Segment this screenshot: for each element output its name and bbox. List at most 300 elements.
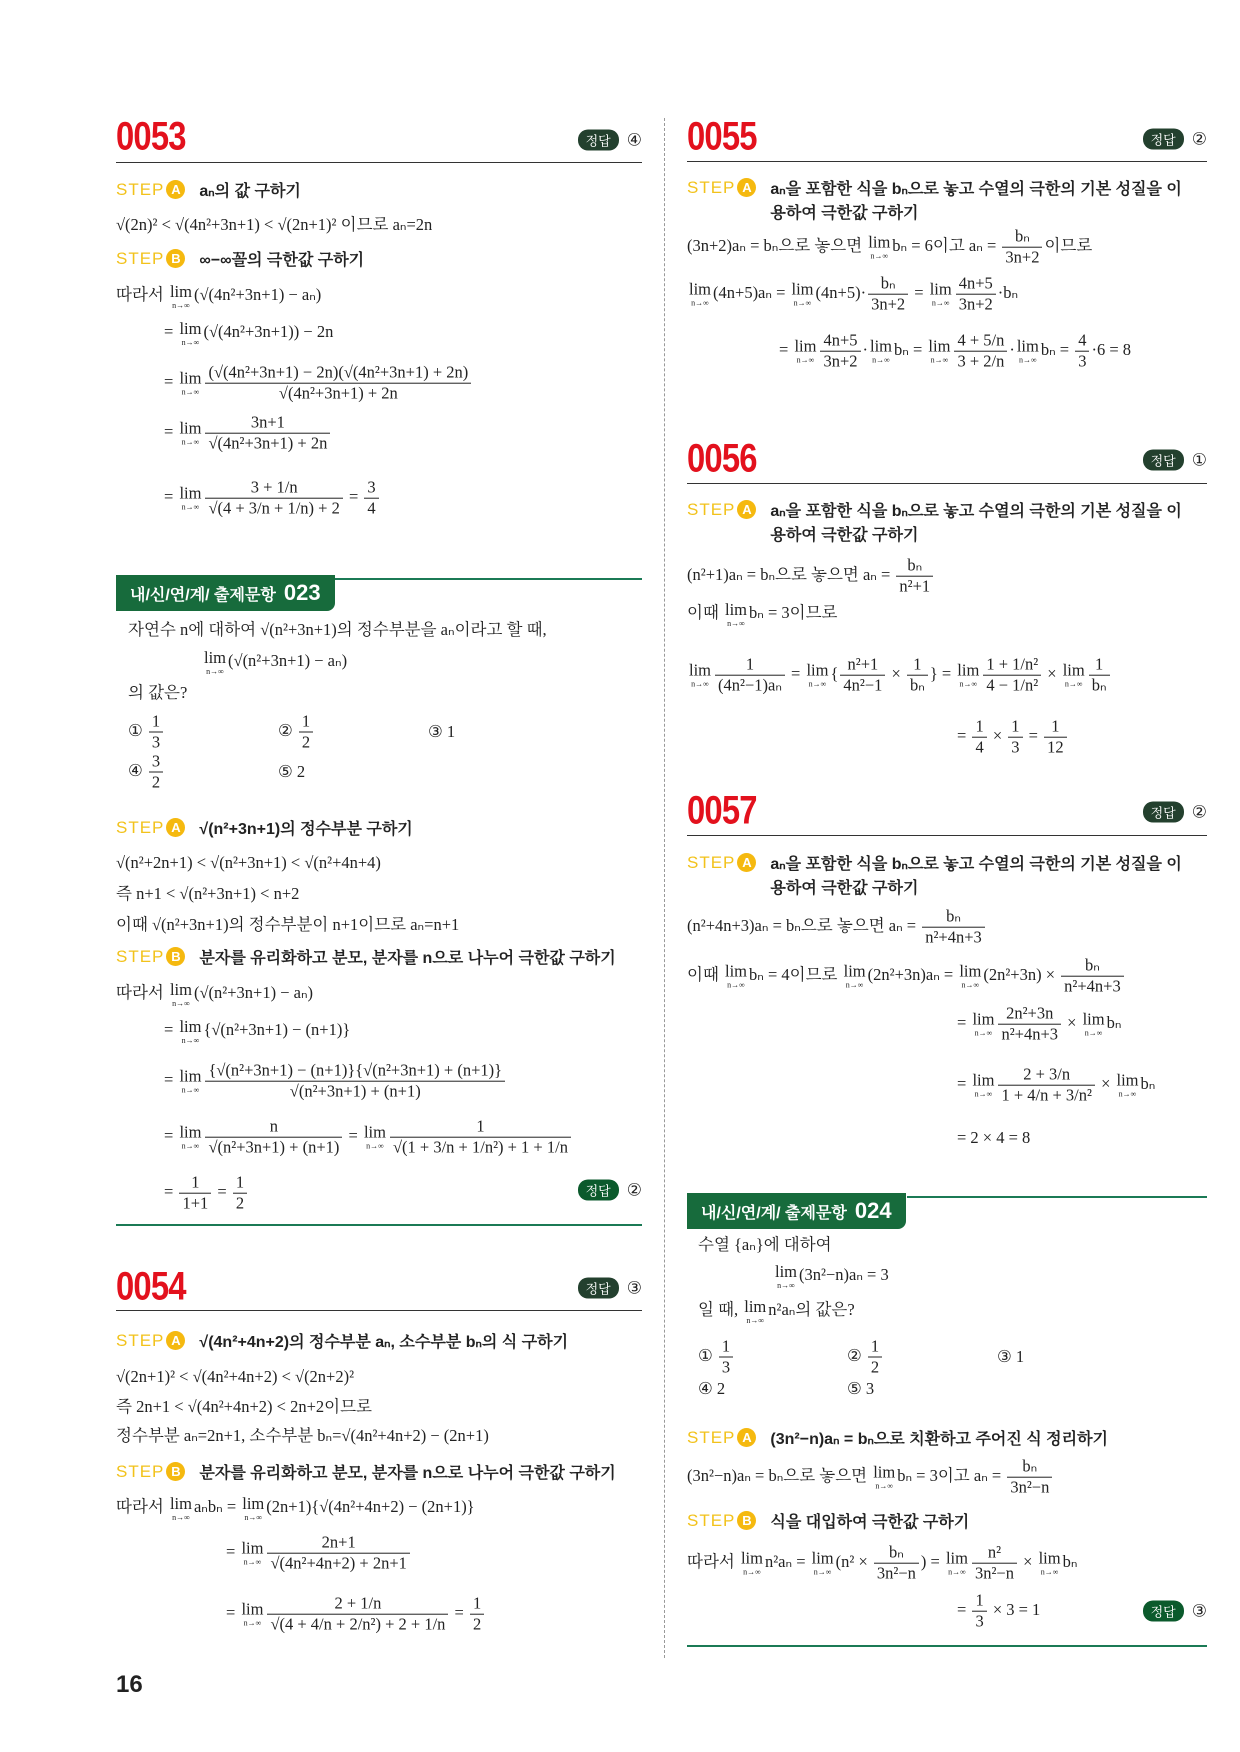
left-column — [116, 0, 642, 1752]
fraction — [983, 655, 1041, 696]
step-title: 분자를 유리화하고 분모, 분자를 n으로 나누어 극한값 구하기 — [199, 950, 616, 967]
math-text: 이므로 — [1044, 235, 1093, 255]
divider — [687, 483, 1207, 484]
math-line — [164, 1017, 350, 1045]
math-text: = — [450, 1602, 468, 1622]
fraction-numerator: 1 — [1008, 717, 1022, 738]
answer-value: ④ — [626, 130, 642, 149]
limit-label: lim — [689, 661, 712, 681]
problem-text — [128, 620, 547, 640]
limit-subscript: n→∞ — [243, 1618, 262, 1628]
math-text: 일 때, — [698, 1299, 743, 1319]
fraction-numerator: 4 — [1075, 331, 1089, 352]
choice-3 — [997, 1347, 1024, 1367]
math-line — [116, 1397, 372, 1417]
fraction-numerator: 1 — [972, 1591, 986, 1612]
math-text: = — [910, 282, 928, 302]
fraction-denominator: 3n²−n — [876, 1563, 916, 1583]
limit-operator — [972, 1071, 994, 1099]
math-text: 즉 n+1 < √(n²+3n+1) < n+2 — [116, 884, 300, 904]
fraction-denominator: √(4n²+4n+2) + 2n+1 — [270, 1553, 407, 1573]
fraction-denominator: n²+1 — [899, 576, 931, 596]
answer-badge — [1143, 450, 1207, 471]
limit-label: lim — [791, 280, 814, 300]
limit-label: lim — [740, 1549, 763, 1569]
problem-expression — [202, 648, 347, 676]
limit-subscript: n→∞ — [845, 980, 864, 990]
fraction-denominator: 4 − 1/n² — [986, 675, 1039, 695]
math-text: bₙ — [1062, 1551, 1078, 1571]
answer-value: ③ — [626, 1278, 642, 1297]
fraction-denominator: 3n+2 — [1005, 247, 1040, 267]
math-text: (2n²+3n)aₙ = — [867, 964, 958, 984]
math-text: 자연수 n에 대하여 √(n²+3n+1)의 정수부분을 aₙ이라고 할 때, — [128, 620, 547, 640]
step-a-header — [116, 1331, 659, 1355]
step-label: STEP — [116, 180, 165, 199]
fraction-denominator: 3 + 2/n — [957, 351, 1005, 371]
math-text: = — [226, 1541, 240, 1561]
fraction-denominator: 3 — [975, 1611, 984, 1631]
step-title: aₙ을 포함한 식을 bₙ으로 놓고 수열의 극한의 기본 성질을 이용하여 극한값 구하기 — [770, 181, 1182, 222]
fraction — [205, 363, 471, 404]
math-text: bₙ = 6이고 aₙ = — [892, 235, 1001, 255]
math-line — [164, 319, 333, 347]
choice-5 — [847, 1379, 874, 1399]
math-text: 수열 {aₙ}에 대하여 — [698, 1235, 832, 1255]
math-text: √(2n+1)² < √(4n²+4n+2) < √(2n+2)² — [116, 1367, 355, 1387]
fraction-denominator: 2 — [472, 1614, 482, 1634]
limit-subscript: n→∞ — [961, 980, 980, 990]
limit-operator — [946, 1549, 968, 1577]
limit-operator — [689, 280, 711, 308]
limit-label: lim — [1016, 337, 1039, 357]
limit-operator — [1063, 661, 1085, 689]
badge-text: 내/신/연/계/ 출제문항 — [130, 587, 276, 604]
fraction — [1002, 227, 1042, 268]
math-text: bₙ = — [894, 339, 927, 359]
fraction-denominator: bₙ — [909, 675, 925, 695]
math-text: = — [957, 725, 971, 745]
limit-label: lim — [972, 1010, 995, 1030]
limit-operator — [725, 962, 747, 990]
math-text: × — [1096, 1073, 1115, 1093]
section-line — [907, 1196, 1207, 1198]
limit-label: lim — [929, 280, 952, 300]
limit-operator — [873, 1463, 895, 1491]
step-a-header — [116, 180, 619, 204]
fraction-numerator: bₙ — [868, 274, 908, 295]
math-line — [116, 1426, 489, 1446]
fraction-numerator: 4n+5 — [820, 331, 860, 352]
fraction-numerator: bₙ — [874, 1543, 919, 1564]
fraction-denominator: 3 — [1011, 737, 1020, 757]
math-text: × 3 = 1 — [988, 1599, 1041, 1619]
answer-value: ② — [1191, 802, 1207, 821]
section-end-line — [687, 1645, 1207, 1647]
math-text: = — [344, 486, 363, 506]
limit-label: lim — [689, 280, 712, 300]
limit-operator — [241, 1539, 263, 1567]
choice-1 — [128, 712, 165, 753]
limit-subscript: n→∞ — [793, 298, 812, 308]
problem-number: 0054 — [116, 1264, 186, 1309]
step-label: STEP — [116, 1331, 165, 1350]
math-text: {√(n²+3n+1) − (n+1)} — [203, 1019, 351, 1039]
limit-subscript: n→∞ — [808, 679, 827, 689]
answer-value: ② — [626, 1180, 642, 1199]
step-letter-icon: A — [737, 500, 756, 519]
fraction — [267, 1594, 448, 1635]
problem-question — [128, 683, 187, 703]
math-line — [957, 1128, 1030, 1148]
limit-subscript: n→∞ — [777, 1280, 795, 1290]
step-a-header — [687, 500, 1190, 548]
limit-label: lim — [744, 1297, 767, 1317]
answer-value: ① — [1191, 450, 1207, 469]
math-line — [164, 363, 473, 404]
step-label: STEP — [116, 1462, 165, 1481]
step-title: aₙ을 포함한 식을 bₙ으로 놓고 수열의 극한의 기본 성질을 이용하여 극한값 구하기 — [770, 503, 1182, 544]
math-text: ② — [847, 1345, 866, 1365]
fraction — [972, 717, 986, 758]
math-text: ·bₙ — [997, 282, 1019, 302]
math-line — [779, 331, 1131, 372]
answer-badge — [1143, 802, 1207, 823]
limit-subscript: n→∞ — [181, 387, 200, 397]
limit-operator — [1017, 337, 1039, 365]
limit-operator — [844, 962, 866, 990]
fraction-denominator: 4 — [367, 498, 376, 518]
limit-operator — [1083, 1010, 1105, 1038]
math-text: aₙbₙ = — [193, 1496, 241, 1516]
fraction-numerator: 1 — [233, 1173, 247, 1194]
step-letter-icon: A — [737, 178, 756, 197]
fraction-denominator: 3n²−n — [974, 1563, 1014, 1583]
limit-subscript: n→∞ — [244, 1512, 263, 1522]
fraction — [233, 1173, 247, 1214]
math-line — [687, 600, 837, 628]
fraction — [896, 556, 933, 597]
limit-label: lim — [241, 1539, 264, 1559]
limit-operator — [744, 1297, 766, 1325]
limit-operator — [179, 419, 201, 447]
limit-label: lim — [868, 233, 891, 253]
limit-label: lim — [725, 600, 748, 620]
step-a-header — [687, 178, 1190, 226]
limit-operator — [241, 1600, 263, 1628]
math-text: = — [164, 371, 178, 391]
answer-label: 정답 — [1143, 129, 1184, 150]
answer-badge — [1143, 129, 1207, 150]
fraction-numerator: 2n²+3n — [998, 1004, 1061, 1025]
math-text: = — [226, 1602, 240, 1622]
fraction-denominator: √(n²+3n+1) + (n+1) — [208, 1137, 340, 1157]
fraction-numerator: 4 + 5/n — [954, 331, 1007, 352]
step-title: (3n²−n)aₙ = bₙ으로 치환하고 주어진 식 정리하기 — [770, 1431, 1109, 1448]
limit-subscript: n→∞ — [206, 666, 224, 676]
math-text: 이때 √(n²+3n+1)의 정수부분이 n+1이므로 aₙ=n+1 — [116, 915, 460, 935]
answer-badge — [578, 1278, 642, 1299]
fraction-denominator: (4n²−1)aₙ — [718, 675, 782, 695]
fraction-numerator: 1 — [470, 1594, 484, 1615]
problem-number: 0057 — [687, 788, 757, 833]
fraction-numerator: 1 — [390, 1117, 571, 1138]
fraction — [719, 1337, 733, 1378]
limit-label: lim — [169, 282, 192, 302]
fraction-denominator: 1 + 4/n + 3/n² — [1001, 1085, 1092, 1105]
limit-operator — [959, 962, 981, 990]
limit-label: lim — [179, 1123, 202, 1143]
limit-operator — [170, 282, 192, 310]
fraction-denominator: 2 — [301, 732, 311, 752]
limit-subscript: n→∞ — [181, 1085, 200, 1095]
limit-subscript: n→∞ — [930, 355, 949, 365]
math-line — [687, 274, 1018, 315]
limit-subscript: n→∞ — [875, 1481, 894, 1491]
math-text: (3n²−n)aₙ = bₙ으로 놓으면 — [687, 1465, 872, 1485]
fraction-numerator: 1 — [179, 1173, 211, 1194]
fraction — [390, 1117, 571, 1158]
limit-operator — [179, 369, 201, 397]
limit-subscript: n→∞ — [1064, 679, 1083, 689]
fraction-denominator: √(4n²+3n+1) + 2n — [208, 433, 328, 453]
fraction-denominator: 12 — [1047, 737, 1064, 757]
limit-label: lim — [928, 337, 951, 357]
problem-expression — [773, 1262, 889, 1290]
math-text: 따라서 — [116, 1496, 168, 1516]
step-a-header — [116, 818, 619, 842]
limit-label: lim — [204, 648, 227, 668]
fraction-numerator: bₙ — [1002, 227, 1042, 248]
step-title: 식을 대입하여 극한값 구하기 — [770, 1514, 970, 1531]
limit-subscript: n→∞ — [872, 355, 890, 365]
limit-operator — [812, 1549, 834, 1577]
math-text: × — [1063, 1012, 1081, 1032]
math-text: bₙ = 3이므로 — [749, 602, 838, 622]
math-text: ① — [698, 1345, 717, 1365]
math-text: ② — [278, 720, 297, 740]
fraction-numerator: (√(4n²+3n+1) − 2n)(√(4n²+3n+1) + 2n) — [205, 363, 471, 384]
problem-question — [698, 1297, 855, 1325]
limit-label: lim — [972, 1071, 995, 1091]
math-text: (√(4n²+3n+1) − aₙ) — [193, 284, 322, 304]
divider — [116, 162, 642, 163]
choice-5 — [278, 762, 305, 782]
limit-operator — [242, 1494, 264, 1522]
limit-subscript: n→∞ — [181, 1141, 200, 1151]
step-a-header — [687, 853, 1190, 901]
limit-label: lim — [959, 962, 982, 982]
math-line — [116, 915, 459, 935]
math-text: = — [164, 1069, 178, 1089]
math-line — [957, 717, 1069, 758]
math-line — [116, 1367, 354, 1387]
step-label: STEP — [116, 249, 165, 268]
answer-badge — [578, 1180, 642, 1201]
math-text: ④ — [128, 760, 147, 780]
limit-label: lim — [169, 1494, 192, 1514]
divider — [687, 835, 1207, 836]
step-title: 분자를 유리화하고 분모, 분자를 n으로 나누어 극한값 구하기 — [199, 1465, 616, 1482]
math-line — [116, 980, 313, 1008]
math-text: = — [779, 339, 793, 359]
limit-operator — [179, 319, 201, 347]
limit-subscript: n→∞ — [172, 1512, 190, 1522]
limit-operator — [957, 661, 979, 689]
step-title: aₙ을 포함한 식을 bₙ으로 놓고 수열의 극한의 기본 성질을 이용하여 극한값 구하기 — [770, 856, 1182, 897]
math-line — [957, 1591, 1040, 1632]
limit-subscript: n→∞ — [931, 298, 950, 308]
limit-operator — [775, 1262, 797, 1290]
limit-label: lim — [179, 1067, 202, 1087]
limit-operator — [794, 337, 816, 365]
answer-label: 정답 — [1143, 450, 1184, 471]
step-title: aₙ의 값 구하기 — [199, 183, 301, 200]
fraction-denominator: 4n²−1 — [843, 675, 883, 695]
badge-number: 024 — [854, 1198, 892, 1223]
limit-operator — [204, 648, 226, 676]
math-line — [687, 1543, 1077, 1584]
step-letter-icon: A — [737, 853, 756, 872]
fraction — [1044, 717, 1067, 758]
fraction-numerator: 1 — [907, 655, 928, 676]
math-text: 정수부분 aₙ=2n+1, 소수부분 bₙ=√(4n²+4n+2) − (2n+1) — [116, 1426, 489, 1446]
fraction — [868, 274, 908, 315]
math-text: = — [957, 1012, 971, 1032]
step-letter-icon: B — [737, 1511, 756, 1530]
limit-label: lim — [843, 962, 866, 982]
limit-operator — [364, 1123, 386, 1151]
fraction-denominator: √(n²+3n+1) + (n+1) — [289, 1081, 421, 1101]
fraction-denominator: 1+1 — [182, 1193, 209, 1213]
step-title: ∞−∞꼴의 극한값 구하기 — [199, 252, 365, 269]
math-text: ⑤ 2 — [278, 762, 306, 781]
fraction — [954, 331, 1007, 372]
limit-subscript: n→∞ — [1084, 1028, 1103, 1038]
math-line — [687, 655, 1112, 696]
step-letter-icon: B — [166, 947, 185, 966]
math-text: (2n²+3n) × — [983, 964, 1060, 984]
limit-label: lim — [1082, 1010, 1105, 1030]
answer-label: 정답 — [578, 1180, 619, 1201]
limit-operator — [972, 1010, 994, 1038]
step-letter-icon: A — [166, 1331, 185, 1350]
math-text: = — [957, 1599, 971, 1619]
fraction-denominator: 3 — [151, 732, 161, 752]
limit-subscript: n→∞ — [870, 251, 889, 261]
fraction — [998, 1004, 1061, 1045]
fraction-numerator: bₙ — [1007, 1457, 1052, 1478]
problem-number: 0053 — [116, 114, 186, 159]
limit-operator — [179, 1067, 201, 1095]
fraction — [179, 1173, 211, 1214]
step-label: STEP — [116, 818, 165, 837]
math-text: × — [1043, 663, 1061, 683]
limit-operator — [1039, 1549, 1061, 1577]
fraction — [868, 1337, 882, 1378]
math-text: (√(n²+3n+1) − aₙ) — [228, 650, 348, 670]
math-line — [164, 478, 381, 519]
math-line — [164, 1173, 249, 1214]
fraction — [922, 907, 985, 948]
fraction-numerator: 3 + 1/n — [205, 478, 342, 499]
step-title: √(n²+3n+1)의 정수부분 구하기 — [199, 821, 413, 838]
fraction — [149, 712, 163, 753]
limit-operator — [179, 484, 201, 512]
math-line — [226, 1594, 486, 1635]
step-title: √(4n²+4n+2)의 정수부분 aₙ, 소수부분 bₙ의 식 구하기 — [199, 1334, 569, 1351]
choice-2 — [278, 712, 315, 753]
limit-operator — [725, 600, 747, 628]
answer-badge — [578, 130, 642, 151]
fraction — [715, 655, 785, 696]
limit-operator — [170, 980, 192, 1008]
limit-operator — [870, 337, 892, 365]
math-line — [226, 1533, 412, 1574]
math-text: (n²+1)aₙ = bₙ으로 놓으면 aₙ = — [687, 564, 895, 584]
math-line — [687, 556, 935, 597]
math-text: = — [786, 663, 805, 683]
limit-label: lim — [775, 1262, 798, 1282]
fraction-denominator: 2 — [151, 772, 161, 792]
math-text: 즉 2n+1 < √(4n²+4n+2) < 2n+2이므로 — [116, 1397, 372, 1417]
math-text: 의 값은? — [128, 683, 188, 703]
step-a-header — [687, 1428, 1190, 1452]
math-text: × — [988, 725, 1007, 745]
limit-label: lim — [725, 962, 748, 982]
fraction — [972, 1543, 1017, 1584]
fraction-numerator: 2n+1 — [267, 1533, 409, 1554]
fraction-numerator: 1 — [149, 712, 163, 733]
fraction-numerator: 1 — [1089, 655, 1110, 676]
section-line — [316, 578, 642, 580]
limit-label: lim — [957, 661, 980, 681]
limit-subscript: n→∞ — [796, 355, 815, 365]
answer-label: 정답 — [1143, 802, 1184, 823]
fraction-denominator: n²+4n+3 — [1001, 1024, 1059, 1044]
math-text: = — [164, 321, 178, 341]
math-text: (4n+5)· — [815, 282, 867, 302]
limit-subscript: n→∞ — [959, 679, 978, 689]
limit-operator — [179, 1123, 201, 1151]
math-text: = 2 × 4 = 8 — [957, 1128, 1031, 1148]
limit-label: lim — [811, 1549, 834, 1569]
math-line — [687, 227, 1092, 268]
math-text: = — [164, 421, 178, 441]
math-text: 따라서 — [116, 284, 168, 304]
math-text: (4n+5)aₙ = — [713, 282, 790, 302]
limit-subscript: n→∞ — [813, 1567, 832, 1577]
fraction — [364, 478, 378, 519]
limit-subscript: n→∞ — [746, 1315, 765, 1325]
step-b-header — [116, 947, 659, 971]
step-label: STEP — [687, 853, 736, 872]
limit-operator — [689, 661, 711, 689]
math-text: 이때 — [687, 964, 724, 984]
limit-subscript: n→∞ — [181, 1035, 200, 1045]
step-label: STEP — [116, 947, 165, 966]
fraction — [907, 655, 928, 696]
math-text: = — [164, 1019, 178, 1039]
fraction-denominator: 2 — [870, 1357, 880, 1377]
fraction-denominator: 3 — [721, 1357, 731, 1377]
step-b-header — [687, 1511, 1190, 1535]
fraction-numerator: 4n+5 — [956, 274, 996, 295]
math-text: bₙ — [1140, 1073, 1156, 1093]
limit-operator — [928, 337, 950, 365]
divider — [687, 161, 1207, 162]
step-letter-icon: A — [166, 818, 185, 837]
